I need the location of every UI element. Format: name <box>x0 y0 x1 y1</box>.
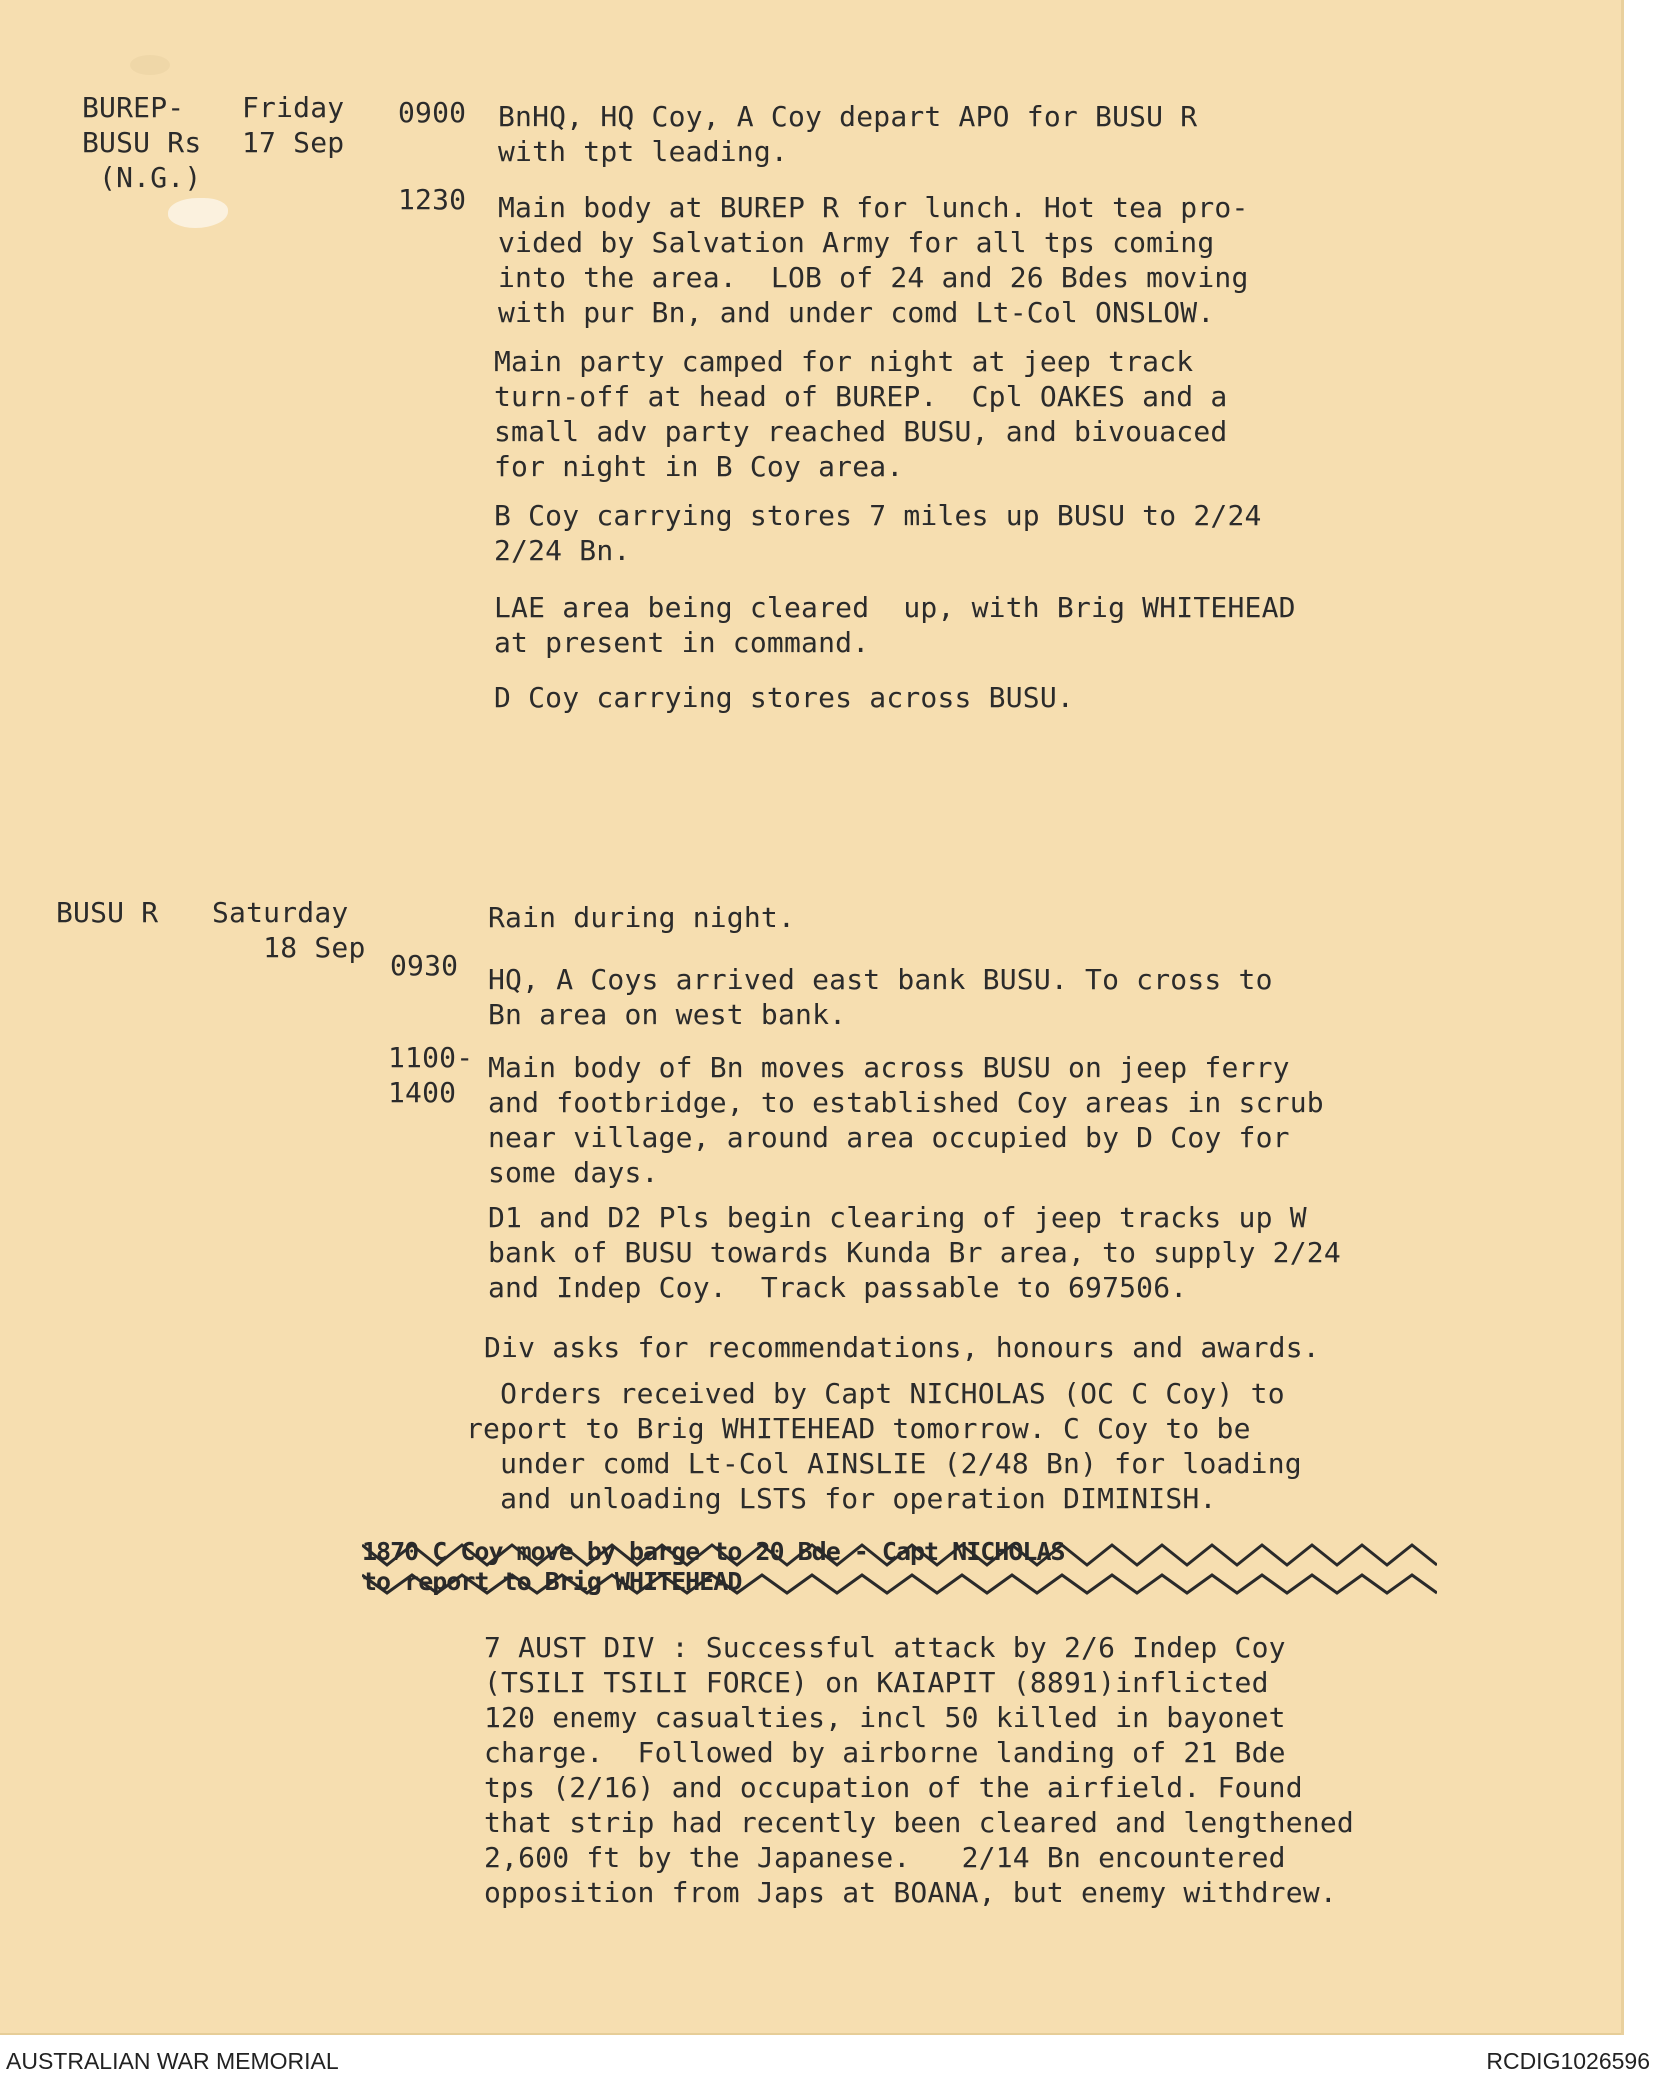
entry-time: 1230 <box>398 183 467 216</box>
entry-text: HQ, A Coys arrived east bank BUSU. To cross to Bn area on west bank. <box>488 963 1273 1031</box>
entry-text: 7 AUST DIV : Successful attack by 2/6 Indep Coy (TSILI TSILI FORCE) on KAIAPIT (8891)inflicted 120 enemy casualties, incl 50 killed in bayonet charge. Followed by airborne landing of 21 Bde tps (2/16) and occupation of the airfield. Found that strip had recently been cleared and lengthened 2,600 ft by the Japanese. 2/14 Bn encountered opposition from Japs at BOANA, but enemy withdrew. <box>484 1631 1354 1909</box>
strikeout-marks <box>362 1535 1437 1601</box>
entry-text: D Coy carrying stores across BUSU. <box>494 681 1074 714</box>
entry-text: Main party camped for night at jeep track turn-off at head of BUREP. Cpl OAKES and a small adv party reached BUSU, and bivouaced for night in B Coy area. <box>494 345 1228 483</box>
entry-text: Rain during night. <box>488 901 796 934</box>
entry-day: Saturday 18 Sep <box>212 896 366 964</box>
footer-archive-name: AUSTRALIAN WAR MEMORIAL <box>6 2048 339 2074</box>
entry-day: Friday 17 Sep <box>242 91 345 159</box>
entry-time: 0900 <box>398 96 467 129</box>
entry-place: BUREP- BUSU Rs (N.G.) <box>82 91 202 194</box>
entry-text: B Coy carrying stores 7 miles up BUSU to 2/24 2/24 Bn. <box>494 499 1262 567</box>
entry-time: 0930 <box>390 949 459 982</box>
struck-out-typing: 1870 C Coy move by barge to 20 Bde - Capt NICHOLAS to report to Brig WHITEHEAD <box>362 1537 1065 1596</box>
entry-place: BUSU R <box>56 896 159 929</box>
entry-text: Main body of Bn moves across BUSU on jeep ferry and footbridge, to established Coy areas in scrub near village, around area occupied by D Coy for some days. <box>488 1051 1324 1189</box>
footer-record-id: RCDIG1026596 <box>1486 2048 1650 2074</box>
entry-text: Orders received by Capt NICHOLAS (OC C Coy) to report to Brig WHITEHEAD tomorrow. C Coy to be under comd Lt-Col AINSLIE (2/48 Bn) for loading and unloading LSTS for operation DIMINISH. <box>466 1377 1302 1515</box>
paper-tear-mark <box>168 198 228 228</box>
entry-text: D1 and D2 Pls begin clearing of jeep tracks up W bank of BUSU towards Kunda Br area, to supply 2/24 and Indep Coy. Track passable to 697506. <box>488 1201 1341 1304</box>
entry-text: LAE area being cleared up, with Brig WHITEHEAD at present in command. <box>494 591 1296 659</box>
entry-text: Div asks for recommendations, honours and awards. <box>484 1331 1320 1364</box>
entry-text: Main body at BUREP R for lunch. Hot tea pro- vided by Salvation Army for all tps coming into the area. LOB of 24 and 26 Bdes moving with pur Bn, and under comd Lt-Col ONSLOW. <box>498 191 1249 329</box>
paper-crease-mark <box>130 55 170 75</box>
entry-text: BnHQ, HQ Coy, A Coy depart APO for BUSU R with tpt leading. <box>498 100 1198 168</box>
entry-time: 1100- 1400 <box>388 1041 474 1109</box>
